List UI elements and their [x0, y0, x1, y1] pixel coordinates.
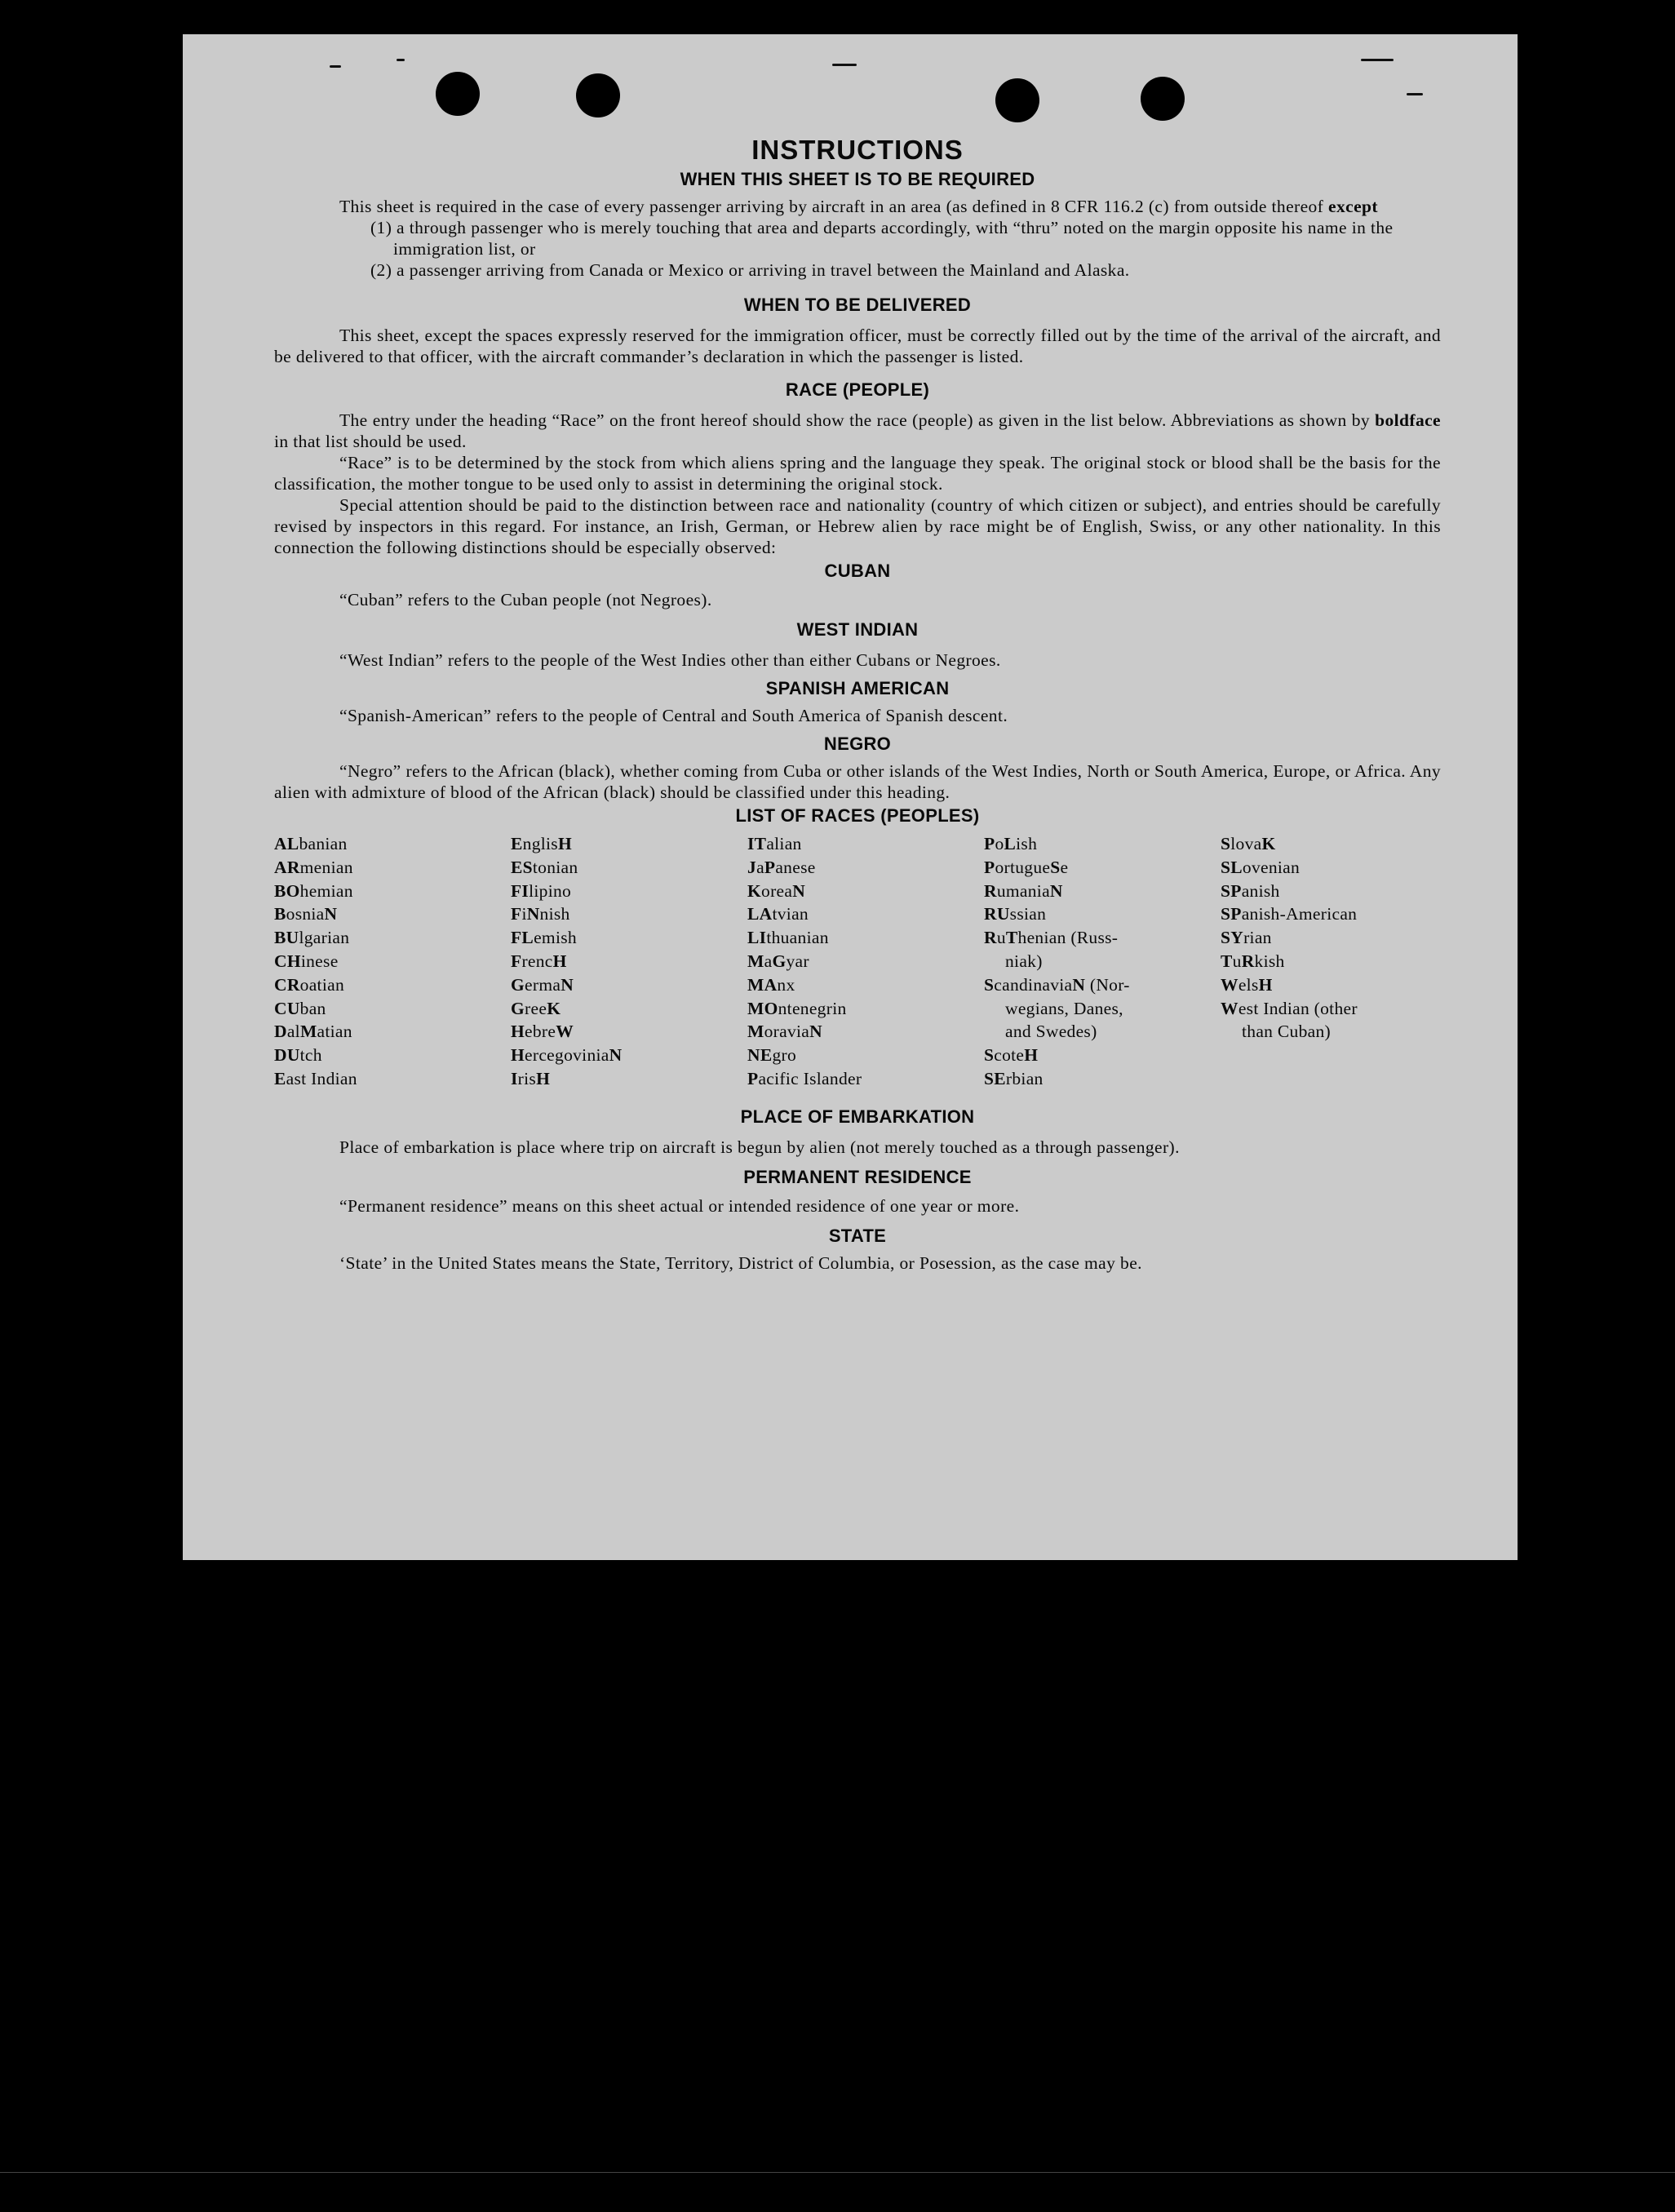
- race-text: ssian: [1009, 904, 1047, 924]
- bold-text: boldface: [1375, 410, 1441, 430]
- race-text: anish-American: [1241, 904, 1358, 924]
- heading-list-of-races: LIST OF RACES (PEOPLES): [735, 805, 980, 826]
- race-entry: [984, 973, 1221, 997]
- race-abbreviation: K: [547, 998, 561, 1018]
- race-abbreviation: I: [511, 1068, 518, 1088]
- race-abbreviation: BO: [274, 880, 300, 901]
- race-entry: [1221, 973, 1441, 997]
- race-abbreviation: NE: [747, 1045, 773, 1066]
- scan-mark: [397, 59, 405, 61]
- scan-border-line: [0, 2172, 1675, 2173]
- heading-west-indian: WEST INDIAN: [796, 619, 919, 640]
- paragraph-embarkation: Place of embarkation is place where trip on aircraft is begun by alien (not merely touched as a through passenger).: [339, 1137, 1180, 1157]
- race-abbreviation: FI: [511, 880, 530, 901]
- paragraph-permanent-residence: “Permanent residence” means on this sheet actual or intended residence of one year or more.: [339, 1195, 1020, 1216]
- races-column: [511, 832, 747, 1091]
- race-abbreviation: T: [1005, 928, 1018, 948]
- paragraph-state: ‘State’ in the United States means the State, Territory, District of Columbia, or Posession, as the case may be.: [339, 1252, 1142, 1273]
- race-text: acific Islander: [758, 1068, 862, 1088]
- race-text: est Indian (other: [1238, 998, 1358, 1018]
- race-abbreviation: AR: [274, 857, 300, 877]
- race-text: o: [995, 834, 1004, 853]
- race-text: al: [286, 1022, 300, 1042]
- race-text: emish: [534, 928, 577, 948]
- race-abbreviation: T: [1221, 951, 1233, 971]
- race-abbreviation: S: [1221, 834, 1231, 853]
- race-entry: [747, 832, 984, 856]
- race-text: ovenian: [1242, 857, 1301, 877]
- race-text: e: [1060, 857, 1069, 877]
- race-text: nglis: [522, 834, 558, 853]
- race-entry: [984, 902, 1221, 926]
- race-text: u: [996, 928, 1006, 948]
- race-abbreviation: R: [1241, 951, 1255, 971]
- race-text: inese: [300, 951, 339, 971]
- race-abbreviation: R: [984, 928, 997, 948]
- race-abbreviation: H: [552, 951, 567, 971]
- race-abbreviation: H: [536, 1068, 551, 1088]
- race-abbreviation: W: [1221, 998, 1239, 1018]
- race-text: ntenegrin: [778, 998, 847, 1018]
- instructions-content: [274, 134, 1441, 1274]
- race-entry: [274, 950, 511, 973]
- race-text: tch: [299, 1045, 322, 1066]
- text-span: The entry under the heading “Race” on the front hereof should show the race (people) as given in the list below. Abbreviations as shown by: [339, 410, 1371, 430]
- race-abbreviation: G: [511, 998, 525, 1018]
- race-abbreviation: SL: [1221, 857, 1243, 877]
- race-entry: [1221, 950, 1441, 973]
- race-text: cote: [994, 1045, 1025, 1066]
- race-text: rian: [1243, 928, 1272, 948]
- race-abbreviation: SY: [1221, 928, 1244, 948]
- race-entry: [511, 1020, 747, 1044]
- race-entry: [747, 950, 984, 973]
- race-abbreviation: P: [764, 857, 776, 877]
- race-entry: [511, 880, 747, 903]
- race-text: umania: [996, 880, 1050, 901]
- scan-mark: [1361, 59, 1394, 61]
- heading-when-required: WHEN THIS SHEET IS TO BE REQUIRED: [680, 169, 1035, 189]
- race-text: u: [1232, 951, 1242, 971]
- race-abbreviation: N: [324, 904, 338, 924]
- race-entry: [1221, 1020, 1441, 1044]
- race-text: candinavia: [994, 974, 1073, 995]
- race-entry: [1221, 902, 1441, 926]
- paragraph-west-indian: “West Indian” refers to the people of the West Indies other than either Cubans or Negroes.: [339, 650, 1001, 670]
- race-entry: [747, 1020, 984, 1044]
- race-text: ish: [1016, 834, 1038, 853]
- race-entry: [511, 832, 747, 856]
- heading-negro: NEGRO: [823, 734, 892, 754]
- race-text: wegians, Danes,: [1005, 998, 1123, 1018]
- race-entry: [747, 880, 984, 903]
- race-abbreviation: N: [1049, 880, 1063, 901]
- text-span: This sheet is required in the case of every passenger arriving by aircraft in an area (as defined in 8 CFR 116.2 (c) from outside thereof: [339, 197, 1324, 216]
- race-text: lgarian: [299, 928, 350, 948]
- race-entry: [511, 1044, 747, 1067]
- scan-mark: [1407, 93, 1423, 95]
- race-abbreviation: MO: [747, 998, 778, 1018]
- race-text: ris: [517, 1068, 537, 1088]
- punch-hole: [436, 72, 480, 116]
- race-abbreviation: SP: [1221, 904, 1242, 924]
- race-text: kish: [1254, 951, 1285, 971]
- paragraph-negro: “Negro” refers to the African (black), whether coming from Cuba or other islands of the West Indies, North or South America, Europe, or Africa. Any alien with admixture of blood of the African (black) should be classified under this heading.: [274, 761, 1441, 802]
- race-abbreviation: M: [299, 1022, 317, 1042]
- race-text: a: [756, 857, 764, 877]
- race-text: banian: [299, 834, 348, 853]
- race-entry: [274, 1044, 511, 1067]
- race-entry: [984, 1067, 1221, 1091]
- race-abbreviation: RU: [984, 904, 1010, 924]
- race-entry: [274, 1067, 511, 1091]
- race-text: than Cuban): [1242, 1022, 1331, 1042]
- bold-text: except: [1328, 197, 1378, 216]
- heading-embarkation: PLACE OF EMBARKATION: [740, 1106, 975, 1127]
- paragraph-race-1: [274, 410, 1441, 452]
- race-abbreviation: H: [511, 1045, 525, 1066]
- race-abbreviation: N: [809, 1022, 822, 1042]
- race-text: anish: [1241, 880, 1280, 901]
- exception-item-2: (2) a passenger arriving from Canada or Mexico or arriving in travel between the Mainland and Alaska.: [370, 260, 1130, 280]
- race-abbreviation: FL: [511, 928, 534, 948]
- punch-hole: [576, 73, 620, 117]
- races-column: [747, 832, 984, 1091]
- race-text: i: [521, 904, 527, 924]
- race-text: atian: [317, 1022, 352, 1042]
- paragraph-race-2: “Race” is to be determined by the stock from which aliens spring and the language they speak. The original stock or blood shall be the basis for the classification, the mother tongue to be used only to assist in determining the original stock.: [274, 453, 1441, 494]
- race-text: yar: [786, 951, 809, 971]
- scan-mark: [330, 65, 341, 68]
- race-abbreviation: K: [747, 880, 762, 901]
- race-abbreviation: H: [1024, 1045, 1039, 1066]
- race-abbreviation: R: [984, 880, 997, 901]
- races-column: [274, 832, 511, 1091]
- race-entry: [984, 856, 1221, 880]
- race-entry: [274, 832, 511, 856]
- race-abbreviation: K: [1261, 834, 1276, 853]
- race-entry: [984, 880, 1221, 903]
- race-entry: [511, 1067, 747, 1091]
- race-entry: [511, 997, 747, 1021]
- race-abbreviation: N: [561, 974, 574, 995]
- race-abbreviation: M: [747, 951, 764, 971]
- race-entry: [984, 1044, 1221, 1067]
- race-text: tvian: [772, 904, 809, 924]
- paragraph-spanish-american: “Spanish-American” refers to the people of Central and South America of Spanish descent.: [339, 706, 1008, 725]
- race-abbreviation: IT: [747, 834, 767, 853]
- race-abbreviation: DU: [274, 1045, 300, 1066]
- race-abbreviation: F: [511, 904, 522, 924]
- race-abbreviation: MA: [747, 974, 778, 995]
- race-text: lipino: [529, 880, 572, 901]
- race-text: niak): [1005, 951, 1043, 971]
- heading-permanent-residence: PERMANENT RESIDENCE: [743, 1166, 972, 1187]
- race-abbreviation: S: [1050, 857, 1061, 877]
- race-text: hemian: [299, 880, 353, 901]
- race-text: ebre: [525, 1022, 556, 1042]
- race-entry: [274, 997, 511, 1021]
- race-abbreviation: L: [1004, 834, 1017, 853]
- race-text: thuanian: [766, 928, 829, 948]
- races-column: [984, 832, 1221, 1091]
- race-entry: [511, 926, 747, 950]
- race-entry: [274, 973, 511, 997]
- race-abbreviation: CH: [274, 951, 301, 971]
- race-text: els: [1238, 974, 1259, 995]
- race-text: oatian: [299, 974, 344, 995]
- race-abbreviation: CU: [274, 998, 300, 1018]
- race-abbreviation: ES: [511, 857, 533, 877]
- race-entry: [747, 902, 984, 926]
- race-text: lova: [1230, 834, 1262, 853]
- race-abbreviation: D: [274, 1022, 287, 1042]
- page-title: INSTRUCTIONS: [751, 135, 964, 165]
- race-entry: [1221, 926, 1441, 950]
- race-abbreviation: AL: [274, 834, 299, 853]
- exception-item-1: (1) a through passenger who is merely touching that area and departs accordingly, with “thru” noted on the margin opposite his name in the immigration list, or: [370, 218, 1394, 259]
- race-entry: [747, 926, 984, 950]
- race-entry: [1221, 880, 1441, 903]
- race-entry: [1221, 997, 1441, 1021]
- race-entry: [747, 856, 984, 880]
- race-text: henian (Russ-: [1017, 928, 1119, 948]
- race-text: rbian: [1005, 1068, 1044, 1088]
- race-entry: [511, 856, 747, 880]
- race-abbreviation: SE: [984, 1068, 1006, 1088]
- race-abbreviation: S: [984, 974, 995, 995]
- race-entry: [1221, 832, 1441, 856]
- race-abbreviation: W: [556, 1022, 574, 1042]
- race-entry: [274, 1020, 511, 1044]
- heading-when-delivered: WHEN TO BE DELIVERED: [743, 295, 972, 315]
- race-abbreviation: LI: [747, 928, 767, 948]
- race-abbreviation: J: [747, 857, 757, 877]
- race-text: and Swedes): [1005, 1022, 1097, 1042]
- race-text: a: [764, 951, 773, 971]
- race-abbreviation: SP: [1221, 880, 1242, 901]
- heading-state: STATE: [828, 1225, 887, 1246]
- race-abbreviation: N: [1072, 974, 1086, 995]
- race-entry: [747, 973, 984, 997]
- race-abbreviation: W: [1221, 974, 1239, 995]
- scan-mark: [832, 64, 857, 66]
- heading-cuban: CUBAN: [824, 561, 891, 581]
- race-entry: [511, 902, 747, 926]
- race-text: oravia: [764, 1022, 810, 1042]
- races-list: [274, 832, 1441, 1091]
- race-abbreviation: M: [747, 1022, 764, 1042]
- race-text: renc: [521, 951, 553, 971]
- race-abbreviation: G: [772, 951, 787, 971]
- race-text: ast Indian: [286, 1068, 357, 1088]
- paragraph-cuban: “Cuban” refers to the Cuban people (not Negroes).: [339, 590, 712, 610]
- race-text: nx: [777, 974, 795, 995]
- race-abbreviation: N: [792, 880, 806, 901]
- race-abbreviation: BU: [274, 928, 299, 948]
- race-text: erma: [525, 974, 561, 995]
- race-text: osnia: [286, 904, 325, 924]
- race-text: ree: [525, 998, 547, 1018]
- race-entry: [747, 1067, 984, 1091]
- race-text: orea: [761, 880, 793, 901]
- race-entry: [984, 1020, 1221, 1044]
- heading-spanish-american: SPANISH AMERICAN: [765, 678, 950, 698]
- race-abbreviation: E: [511, 834, 523, 853]
- document-sheet: [183, 34, 1518, 1560]
- race-abbreviation: H: [557, 834, 572, 853]
- race-entry: [984, 926, 1221, 950]
- paragraph-when-required: [274, 196, 1441, 217]
- race-entry: [747, 1044, 984, 1067]
- race-abbreviation: H: [511, 1022, 525, 1042]
- race-abbreviation: N: [526, 904, 540, 924]
- race-abbreviation: LA: [747, 904, 773, 924]
- paragraph-race-3: Special attention should be paid to the distinction between race and nationality (country of which citizen or subject), and entries should be carefully revised by inspectors in this regard. For instance, an Irish, German, or Hebrew alien by race might be of English, Swiss, or any other nationality. In this connection the following distinctions should be especially observed:: [274, 495, 1441, 557]
- paragraph-when-delivered: This sheet, except the spaces expressly reserved for the immigration officer, must be correctly filled out by the time of the arrival of the aircraft, and be delivered to that officer, with the aircraft commander’s declaration in which the passenger is listed.: [274, 326, 1441, 366]
- races-column: [1221, 832, 1441, 1091]
- race-abbreviation: G: [511, 974, 525, 995]
- race-abbreviation: P: [747, 1068, 759, 1088]
- heading-race: RACE (PEOPLE): [785, 379, 930, 400]
- race-entry: [747, 997, 984, 1021]
- race-entry: [511, 950, 747, 973]
- race-text: (Nor-: [1085, 974, 1130, 995]
- race-text: gro: [772, 1045, 797, 1066]
- race-abbreviation: S: [984, 1045, 995, 1066]
- race-entry: [274, 902, 511, 926]
- punch-hole: [1141, 77, 1185, 121]
- punch-hole: [995, 78, 1039, 122]
- race-abbreviation: P: [984, 857, 995, 877]
- race-entry: [984, 997, 1221, 1021]
- race-text: tonian: [532, 857, 578, 877]
- race-text: menian: [299, 857, 353, 877]
- race-abbreviation: N: [609, 1045, 623, 1066]
- race-entry: [984, 832, 1221, 856]
- race-entry: [511, 973, 747, 997]
- race-abbreviation: F: [511, 951, 522, 971]
- race-entry: [984, 950, 1221, 973]
- race-abbreviation: B: [274, 904, 286, 924]
- race-text: alian: [766, 834, 802, 853]
- race-text: nish: [539, 904, 570, 924]
- race-abbreviation: P: [984, 834, 995, 853]
- text-span: in that list should be used.: [274, 432, 467, 451]
- race-abbreviation: E: [274, 1068, 286, 1088]
- race-abbreviation: H: [1258, 974, 1273, 995]
- race-text: anese: [775, 857, 816, 877]
- race-entry: [274, 856, 511, 880]
- race-text: ortugue: [995, 857, 1051, 877]
- race-abbreviation: CR: [274, 974, 300, 995]
- race-entry: [1221, 856, 1441, 880]
- race-text: ercegovinia: [525, 1045, 609, 1066]
- race-text: ban: [299, 998, 326, 1018]
- race-entry: [274, 926, 511, 950]
- race-entry: [274, 880, 511, 903]
